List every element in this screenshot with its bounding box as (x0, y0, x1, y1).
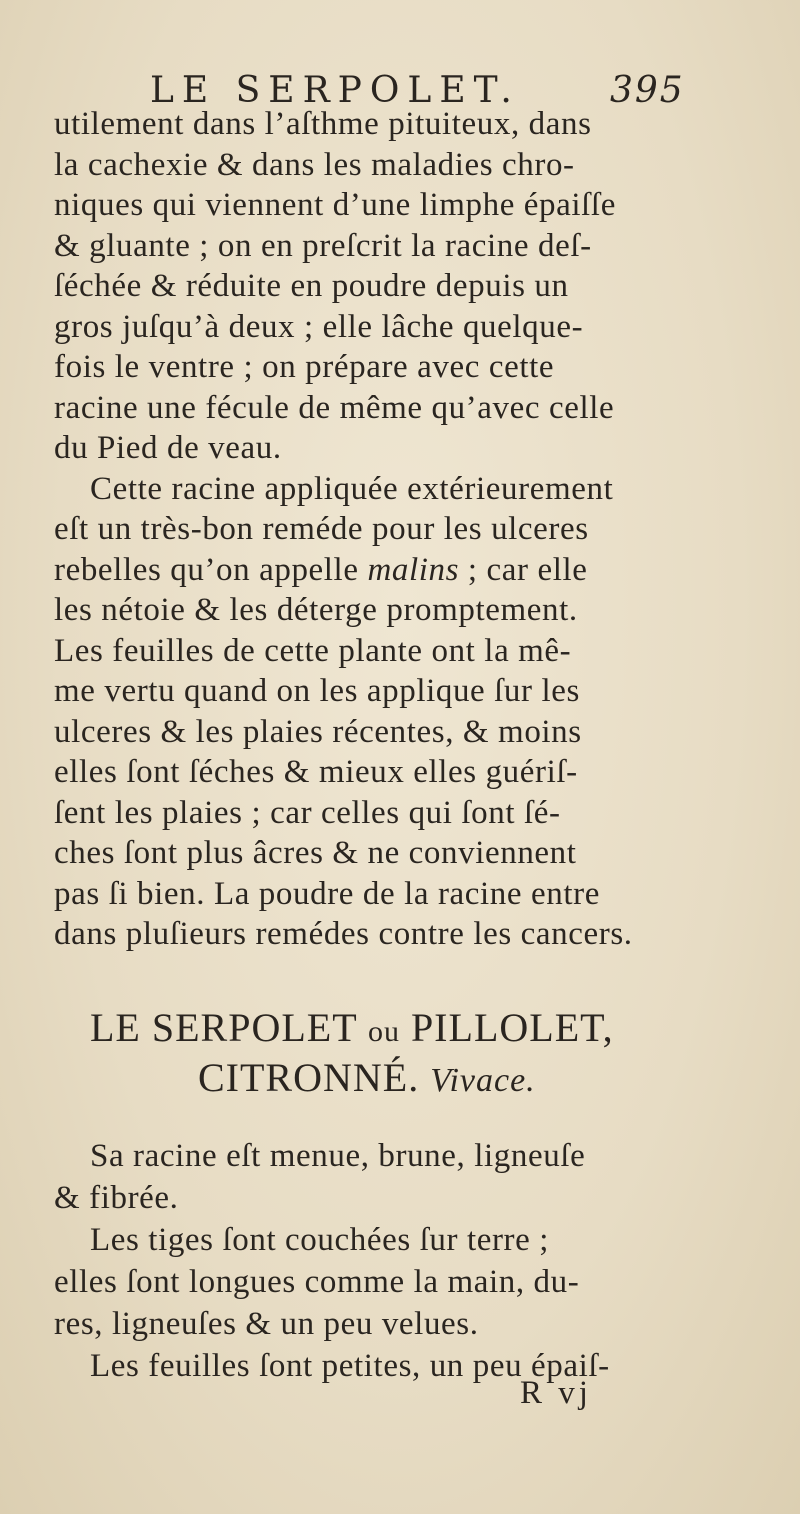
text-line: la cachexie & dans les maladies chro- (54, 146, 575, 183)
text-line: & gluante ; on en preſcrit la racine deſ- (54, 227, 592, 264)
page-number: 395 (610, 70, 685, 111)
text-line (54, 550, 754, 591)
text-line: ſéchée & réduite en poudre depuis un (54, 268, 569, 304)
text-line: & fibrée. (54, 1180, 179, 1216)
heading-text: CITRONNÉ. (198, 1055, 431, 1100)
heading-text: PILLOLET, (399, 1005, 614, 1050)
heading-line-1 (90, 1005, 730, 1055)
text-span: ; car elle (459, 551, 588, 588)
text-line: dans pluſieurs remédes contre les cancers. (54, 916, 633, 952)
text-line: Les feuilles ſont petites, un peu épaiſ- (90, 1348, 610, 1384)
text-line: res, ligneuſes & un peu velues. (54, 1306, 479, 1342)
text-line: du Pied de veau. (54, 430, 282, 466)
text-line: Sa racine eſt menue, brune, ligneuſe (90, 1138, 586, 1174)
main-text (54, 104, 754, 955)
text-line: fois le ventre ; on prépare avec cette (54, 349, 555, 385)
paragraph-1 (54, 104, 754, 469)
section-heading (90, 1005, 730, 1104)
text-line: Les feuilles de cette plante ont la mê- (54, 632, 572, 669)
section-text (54, 1135, 754, 1387)
heading-italic: Vivace. (430, 1062, 536, 1099)
text-line: eſt un très-bon reméde pour les ulceres (54, 511, 589, 547)
text-line: me vertu quand on les applique ſur les (54, 673, 580, 709)
text-line: Les tiges ſont couchées ſur terre ; (90, 1222, 550, 1258)
text-line: gros juſqu’à deux ; elle lâche quelque- (54, 308, 584, 345)
italic-term: malins (367, 551, 460, 588)
heading-text: LE SERPOLET (90, 1005, 368, 1050)
paragraph-3 (54, 1135, 754, 1219)
heading-line-2 (90, 1055, 730, 1104)
heading-conjunction: ou (367, 1015, 400, 1048)
text-line: ulceres & les plaies récentes, & moins (54, 713, 582, 750)
text-line: pas ſi bien. La poudre de la racine entre (54, 875, 600, 912)
text-line: racine une fécule de même qu’avec celle (54, 389, 615, 426)
text-line: utilement dans l’aſthme pituiteux, dans (54, 106, 592, 142)
text-line: niques qui viennent d’une limphe épaiſſe (54, 187, 616, 223)
text-line: ſent les plaies ; car celles qui ſont ſé- (54, 794, 561, 831)
signature-mark: R vj (520, 1375, 592, 1411)
text-line: Cette racine appliquée extérieurement (90, 470, 614, 507)
text-line: les nétoie & les déterge promptement. (54, 592, 578, 628)
text-line: ches ſont plus âcres & ne conviennent (54, 835, 577, 871)
text-line: elles ſont longues comme la main, du- (54, 1264, 580, 1300)
running-title: LE SERPOLET. (150, 70, 520, 111)
paragraph-4 (54, 1219, 754, 1345)
paragraph-5 (54, 1345, 754, 1387)
text-span: rebelles qu’on appelle (54, 551, 368, 588)
paragraph-2 (54, 469, 754, 955)
text-line: elles ſont ſéches & mieux elles guériſ- (54, 754, 578, 790)
